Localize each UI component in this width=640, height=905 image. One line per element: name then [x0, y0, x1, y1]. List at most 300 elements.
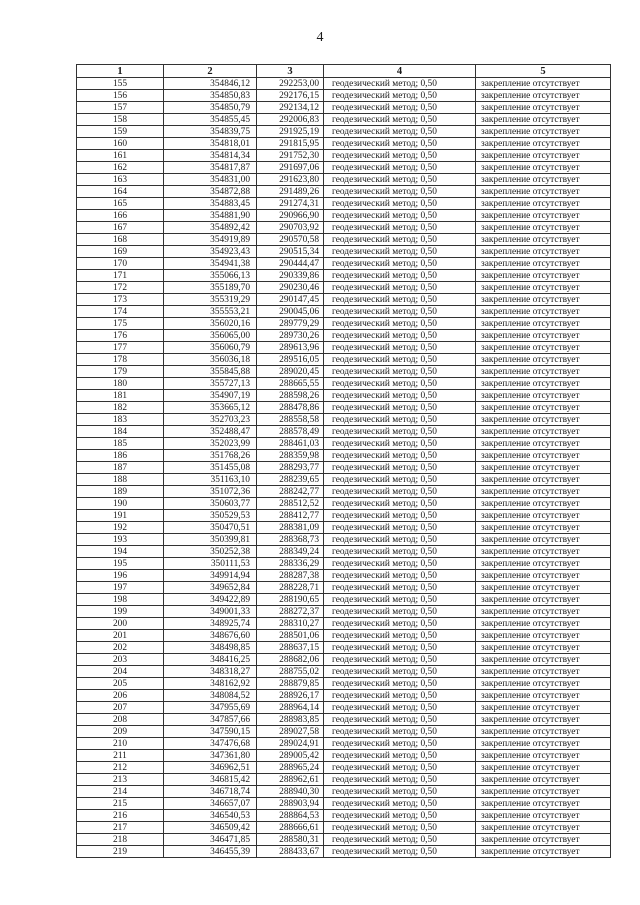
y-coordinate-cell: 288242,77 [257, 486, 324, 498]
point-number-cell: 218 [77, 834, 164, 846]
fixation-cell: закрепление отсутствует [476, 678, 611, 690]
point-number-cell: 183 [77, 414, 164, 426]
point-number-cell: 180 [77, 378, 164, 390]
method-cell: геодезический метод; 0,50 [324, 234, 476, 246]
x-coordinate-cell: 354818,01 [164, 138, 257, 150]
point-number-cell: 193 [77, 534, 164, 546]
x-coordinate-cell: 348084,52 [164, 690, 257, 702]
y-coordinate-cell: 288879,85 [257, 678, 324, 690]
y-coordinate-cell: 291925,19 [257, 126, 324, 138]
y-coordinate-cell: 288359,98 [257, 450, 324, 462]
fixation-cell: закрепление отсутствует [476, 606, 611, 618]
point-number-cell: 199 [77, 606, 164, 618]
y-coordinate-cell: 288983,85 [257, 714, 324, 726]
point-number-cell: 175 [77, 318, 164, 330]
fixation-cell: закрепление отсутствует [476, 174, 611, 186]
x-coordinate-cell: 347590,15 [164, 726, 257, 738]
point-number-cell: 203 [77, 654, 164, 666]
table-row [77, 498, 611, 510]
fixation-cell: закрепление отсутствует [476, 534, 611, 546]
method-cell: геодезический метод; 0,50 [324, 654, 476, 666]
y-coordinate-cell: 289020,45 [257, 366, 324, 378]
point-number-cell: 179 [77, 366, 164, 378]
table-row [77, 258, 611, 270]
fixation-cell: закрепление отсутствует [476, 726, 611, 738]
table-row [77, 606, 611, 618]
table-row [77, 534, 611, 546]
method-cell: геодезический метод; 0,50 [324, 114, 476, 126]
method-cell: геодезический метод; 0,50 [324, 834, 476, 846]
method-cell: геодезический метод; 0,50 [324, 498, 476, 510]
x-coordinate-cell: 350111,53 [164, 558, 257, 570]
method-cell: геодезический метод; 0,50 [324, 546, 476, 558]
fixation-cell: закрепление отсутствует [476, 786, 611, 798]
fixation-cell: закрепление отсутствует [476, 234, 611, 246]
x-coordinate-cell: 349422,89 [164, 594, 257, 606]
x-coordinate-cell: 348162,92 [164, 678, 257, 690]
y-coordinate-cell: 288637,15 [257, 642, 324, 654]
point-number-cell: 155 [77, 78, 164, 90]
point-number-cell: 185 [77, 438, 164, 450]
method-cell: геодезический метод; 0,50 [324, 450, 476, 462]
y-coordinate-cell: 288558,58 [257, 414, 324, 426]
y-coordinate-cell: 288412,77 [257, 510, 324, 522]
fixation-cell: закрепление отсутствует [476, 366, 611, 378]
x-coordinate-cell: 350399,81 [164, 534, 257, 546]
table-row [77, 726, 611, 738]
table-row [77, 618, 611, 630]
table-row [77, 294, 611, 306]
y-coordinate-cell: 291623,80 [257, 174, 324, 186]
table-row [77, 306, 611, 318]
method-cell: геодезический метод; 0,50 [324, 822, 476, 834]
table-row [77, 186, 611, 198]
point-number-cell: 182 [77, 402, 164, 414]
method-cell: геодезический метод; 0,50 [324, 642, 476, 654]
table-row [77, 450, 611, 462]
fixation-cell: закрепление отсутствует [476, 390, 611, 402]
table-row [77, 774, 611, 786]
y-coordinate-cell: 290230,46 [257, 282, 324, 294]
method-cell: геодезический метод; 0,50 [324, 486, 476, 498]
point-number-cell: 200 [77, 618, 164, 630]
table-row [77, 78, 611, 90]
column-header-4: 4 [324, 65, 476, 78]
table-row [77, 366, 611, 378]
fixation-cell: закрепление отсутствует [476, 306, 611, 318]
y-coordinate-cell: 288190,65 [257, 594, 324, 606]
method-cell: геодезический метод; 0,50 [324, 366, 476, 378]
y-coordinate-cell: 288682,06 [257, 654, 324, 666]
fixation-cell: закрепление отсутствует [476, 198, 611, 210]
point-number-cell: 160 [77, 138, 164, 150]
table-row [77, 354, 611, 366]
fixation-cell: закрепление отсутствует [476, 450, 611, 462]
point-number-cell: 215 [77, 798, 164, 810]
method-cell: геодезический метод; 0,50 [324, 618, 476, 630]
x-coordinate-cell: 354883,45 [164, 198, 257, 210]
method-cell: геодезический метод; 0,50 [324, 810, 476, 822]
x-coordinate-cell: 347955,69 [164, 702, 257, 714]
y-coordinate-cell: 292176,15 [257, 90, 324, 102]
table-row [77, 822, 611, 834]
table-row [77, 810, 611, 822]
fixation-cell: закрепление отсутствует [476, 810, 611, 822]
fixation-cell: закрепление отсутствует [476, 282, 611, 294]
table-row [77, 438, 611, 450]
table-row [77, 462, 611, 474]
method-cell: геодезический метод; 0,50 [324, 786, 476, 798]
x-coordinate-cell: 354941,38 [164, 258, 257, 270]
x-coordinate-cell: 346962,51 [164, 762, 257, 774]
fixation-cell: закрепление отсутствует [476, 210, 611, 222]
x-coordinate-cell: 347476,68 [164, 738, 257, 750]
method-cell: геодезический метод; 0,50 [324, 774, 476, 786]
table-row [77, 582, 611, 594]
x-coordinate-cell: 349652,84 [164, 582, 257, 594]
coordinates-table [76, 64, 611, 858]
x-coordinate-cell: 348416,25 [164, 654, 257, 666]
y-coordinate-cell: 288755,02 [257, 666, 324, 678]
method-cell: геодезический метод; 0,50 [324, 198, 476, 210]
fixation-cell: закрепление отсутствует [476, 546, 611, 558]
point-number-cell: 181 [77, 390, 164, 402]
x-coordinate-cell: 352023,99 [164, 438, 257, 450]
x-coordinate-cell: 348498,85 [164, 642, 257, 654]
point-number-cell: 176 [77, 330, 164, 342]
table-row [77, 786, 611, 798]
table-row [77, 174, 611, 186]
column-header-1: 1 [77, 65, 164, 78]
method-cell: геодезический метод; 0,50 [324, 762, 476, 774]
method-cell: геодезический метод; 0,50 [324, 90, 476, 102]
y-coordinate-cell: 292006,83 [257, 114, 324, 126]
fixation-cell: закрепление отсутствует [476, 330, 611, 342]
x-coordinate-cell: 354831,00 [164, 174, 257, 186]
table-row [77, 402, 611, 414]
fixation-cell: закрепление отсутствует [476, 474, 611, 486]
point-number-cell: 171 [77, 270, 164, 282]
method-cell: геодезический метод; 0,50 [324, 570, 476, 582]
table-row [77, 234, 611, 246]
x-coordinate-cell: 346509,42 [164, 822, 257, 834]
fixation-cell: закрепление отсутствует [476, 486, 611, 498]
method-cell: геодезический метод; 0,50 [324, 750, 476, 762]
table-row [77, 150, 611, 162]
fixation-cell: закрепление отсутствует [476, 798, 611, 810]
method-cell: геодезический метод; 0,50 [324, 798, 476, 810]
method-cell: геодезический метод; 0,50 [324, 318, 476, 330]
table-row [77, 162, 611, 174]
fixation-cell: закрепление отсутствует [476, 354, 611, 366]
fixation-cell: закрепление отсутствует [476, 270, 611, 282]
fixation-cell: закрепление отсутствует [476, 846, 611, 858]
method-cell: геодезический метод; 0,50 [324, 186, 476, 198]
fixation-cell: закрепление отсутствует [476, 294, 611, 306]
y-coordinate-cell: 288580,31 [257, 834, 324, 846]
point-number-cell: 201 [77, 630, 164, 642]
fixation-cell: закрепление отсутствует [476, 318, 611, 330]
method-cell: геодезический метод; 0,50 [324, 426, 476, 438]
x-coordinate-cell: 355189,70 [164, 282, 257, 294]
fixation-cell: закрепление отсутствует [476, 654, 611, 666]
point-number-cell: 219 [77, 846, 164, 858]
y-coordinate-cell: 291752,30 [257, 150, 324, 162]
table-row [77, 798, 611, 810]
y-coordinate-cell: 288903,94 [257, 798, 324, 810]
method-cell: геодезический метод; 0,50 [324, 738, 476, 750]
table-row [77, 426, 611, 438]
point-number-cell: 169 [77, 246, 164, 258]
point-number-cell: 217 [77, 822, 164, 834]
fixation-cell: закрепление отсутствует [476, 342, 611, 354]
table-row [77, 90, 611, 102]
fixation-cell: закрепление отсутствует [476, 186, 611, 198]
table-row [77, 318, 611, 330]
method-cell: геодезический метод; 0,50 [324, 126, 476, 138]
method-cell: геодезический метод; 0,50 [324, 390, 476, 402]
point-number-cell: 211 [77, 750, 164, 762]
table-row [77, 138, 611, 150]
y-coordinate-cell: 288349,24 [257, 546, 324, 558]
y-coordinate-cell: 289730,26 [257, 330, 324, 342]
method-cell: геодезический метод; 0,50 [324, 462, 476, 474]
x-coordinate-cell: 354850,83 [164, 90, 257, 102]
x-coordinate-cell: 354892,42 [164, 222, 257, 234]
x-coordinate-cell: 346718,74 [164, 786, 257, 798]
method-cell: геодезический метод; 0,50 [324, 246, 476, 258]
y-coordinate-cell: 291274,31 [257, 198, 324, 210]
table-row [77, 666, 611, 678]
table-row [77, 102, 611, 114]
x-coordinate-cell: 350470,51 [164, 522, 257, 534]
fixation-cell: закрепление отсутствует [476, 666, 611, 678]
method-cell: геодезический метод; 0,50 [324, 138, 476, 150]
y-coordinate-cell: 290444,47 [257, 258, 324, 270]
y-coordinate-cell: 291815,95 [257, 138, 324, 150]
method-cell: геодезический метод; 0,50 [324, 306, 476, 318]
y-coordinate-cell: 288926,17 [257, 690, 324, 702]
fixation-cell: закрепление отсутствует [476, 102, 611, 114]
x-coordinate-cell: 356020,16 [164, 318, 257, 330]
y-coordinate-cell: 288368,73 [257, 534, 324, 546]
fixation-cell: закрепление отсутствует [476, 150, 611, 162]
point-number-cell: 168 [77, 234, 164, 246]
fixation-cell: закрепление отсутствует [476, 522, 611, 534]
point-number-cell: 164 [77, 186, 164, 198]
table-row [77, 702, 611, 714]
table-row [77, 342, 611, 354]
y-coordinate-cell: 288864,53 [257, 810, 324, 822]
table-row [77, 558, 611, 570]
method-cell: геодезический метод; 0,50 [324, 702, 476, 714]
x-coordinate-cell: 354872,88 [164, 186, 257, 198]
fixation-cell: закрепление отсутствует [476, 510, 611, 522]
method-cell: геодезический метод; 0,50 [324, 522, 476, 534]
x-coordinate-cell: 346815,42 [164, 774, 257, 786]
point-number-cell: 192 [77, 522, 164, 534]
method-cell: геодезический метод; 0,50 [324, 558, 476, 570]
method-cell: геодезический метод; 0,50 [324, 270, 476, 282]
x-coordinate-cell: 356036,18 [164, 354, 257, 366]
fixation-cell: закрепление отсутствует [476, 402, 611, 414]
method-cell: геодезический метод; 0,50 [324, 210, 476, 222]
point-number-cell: 205 [77, 678, 164, 690]
x-coordinate-cell: 346540,53 [164, 810, 257, 822]
x-coordinate-cell: 353665,12 [164, 402, 257, 414]
fixation-cell: закрепление отсутствует [476, 822, 611, 834]
y-coordinate-cell: 288598,26 [257, 390, 324, 402]
y-coordinate-cell: 290147,45 [257, 294, 324, 306]
method-cell: геодезический метод; 0,50 [324, 354, 476, 366]
fixation-cell: закрепление отсутствует [476, 738, 611, 750]
y-coordinate-cell: 288287,38 [257, 570, 324, 582]
point-number-cell: 197 [77, 582, 164, 594]
method-cell: геодезический метод; 0,50 [324, 630, 476, 642]
fixation-cell: закрепление отсутствует [476, 162, 611, 174]
table-row [77, 738, 611, 750]
point-number-cell: 196 [77, 570, 164, 582]
x-coordinate-cell: 356060,79 [164, 342, 257, 354]
y-coordinate-cell: 292134,12 [257, 102, 324, 114]
y-coordinate-cell: 289516,05 [257, 354, 324, 366]
y-coordinate-cell: 289779,29 [257, 318, 324, 330]
point-number-cell: 209 [77, 726, 164, 738]
fixation-cell: закрепление отсутствует [476, 558, 611, 570]
table-row [77, 282, 611, 294]
x-coordinate-cell: 346455,39 [164, 846, 257, 858]
table-row [77, 690, 611, 702]
method-cell: геодезический метод; 0,50 [324, 150, 476, 162]
fixation-cell: закрепление отсутствует [476, 126, 611, 138]
x-coordinate-cell: 347361,80 [164, 750, 257, 762]
x-coordinate-cell: 355319,29 [164, 294, 257, 306]
fixation-cell: закрепление отсутствует [476, 618, 611, 630]
x-coordinate-cell: 346657,07 [164, 798, 257, 810]
method-cell: геодезический метод; 0,50 [324, 330, 476, 342]
y-coordinate-cell: 288512,52 [257, 498, 324, 510]
fixation-cell: закрепление отсутствует [476, 414, 611, 426]
x-coordinate-cell: 351768,26 [164, 450, 257, 462]
fixation-cell: закрепление отсутствует [476, 114, 611, 126]
y-coordinate-cell: 292253,00 [257, 78, 324, 90]
table-row [77, 414, 611, 426]
y-coordinate-cell: 288433,67 [257, 846, 324, 858]
x-coordinate-cell: 354855,45 [164, 114, 257, 126]
x-coordinate-cell: 350529,53 [164, 510, 257, 522]
table-row [77, 642, 611, 654]
table-row [77, 246, 611, 258]
point-number-cell: 204 [77, 666, 164, 678]
point-number-cell: 208 [77, 714, 164, 726]
y-coordinate-cell: 290570,58 [257, 234, 324, 246]
y-coordinate-cell: 288310,27 [257, 618, 324, 630]
table-row [77, 654, 611, 666]
table-row [77, 522, 611, 534]
x-coordinate-cell: 355066,13 [164, 270, 257, 282]
method-cell: геодезический метод; 0,50 [324, 78, 476, 90]
table-row [77, 222, 611, 234]
y-coordinate-cell: 290966,90 [257, 210, 324, 222]
table-row [77, 474, 611, 486]
point-number-cell: 157 [77, 102, 164, 114]
y-coordinate-cell: 288272,37 [257, 606, 324, 618]
point-number-cell: 166 [77, 210, 164, 222]
x-coordinate-cell: 351163,10 [164, 474, 257, 486]
fixation-cell: закрепление отсутствует [476, 642, 611, 654]
table-row [77, 570, 611, 582]
table-row [77, 630, 611, 642]
point-number-cell: 184 [77, 426, 164, 438]
point-number-cell: 167 [77, 222, 164, 234]
y-coordinate-cell: 288293,77 [257, 462, 324, 474]
point-number-cell: 206 [77, 690, 164, 702]
x-coordinate-cell: 352488,47 [164, 426, 257, 438]
y-coordinate-cell: 288381,09 [257, 522, 324, 534]
method-cell: геодезический метод; 0,50 [324, 438, 476, 450]
table-row [77, 594, 611, 606]
y-coordinate-cell: 288964,14 [257, 702, 324, 714]
point-number-cell: 178 [77, 354, 164, 366]
x-coordinate-cell: 354907,19 [164, 390, 257, 402]
x-coordinate-cell: 355845,88 [164, 366, 257, 378]
method-cell: геодезический метод; 0,50 [324, 582, 476, 594]
method-cell: геодезический метод; 0,50 [324, 606, 476, 618]
x-coordinate-cell: 354850,79 [164, 102, 257, 114]
x-coordinate-cell: 347857,66 [164, 714, 257, 726]
fixation-cell: закрепление отсутствует [476, 438, 611, 450]
x-coordinate-cell: 349914,94 [164, 570, 257, 582]
x-coordinate-cell: 354881,90 [164, 210, 257, 222]
method-cell: геодезический метод; 0,50 [324, 690, 476, 702]
method-cell: геодезический метод; 0,50 [324, 846, 476, 858]
x-coordinate-cell: 356065,00 [164, 330, 257, 342]
x-coordinate-cell: 346471,85 [164, 834, 257, 846]
table-row [77, 114, 611, 126]
fixation-cell: закрепление отсутствует [476, 762, 611, 774]
x-coordinate-cell: 354814,34 [164, 150, 257, 162]
y-coordinate-cell: 290045,06 [257, 306, 324, 318]
point-number-cell: 172 [77, 282, 164, 294]
point-number-cell: 194 [77, 546, 164, 558]
x-coordinate-cell: 349001,33 [164, 606, 257, 618]
column-header-5: 5 [476, 65, 611, 78]
y-coordinate-cell: 290339,86 [257, 270, 324, 282]
x-coordinate-cell: 348925,74 [164, 618, 257, 630]
table-row [77, 330, 611, 342]
y-coordinate-cell: 288578,49 [257, 426, 324, 438]
y-coordinate-cell: 288336,29 [257, 558, 324, 570]
point-number-cell: 170 [77, 258, 164, 270]
table-row [77, 486, 611, 498]
point-number-cell: 214 [77, 786, 164, 798]
y-coordinate-cell: 288478,86 [257, 402, 324, 414]
table-row [77, 198, 611, 210]
x-coordinate-cell: 355727,13 [164, 378, 257, 390]
method-cell: геодезический метод; 0,50 [324, 162, 476, 174]
x-coordinate-cell: 352703,23 [164, 414, 257, 426]
fixation-cell: закрепление отсутствует [476, 138, 611, 150]
x-coordinate-cell: 354839,75 [164, 126, 257, 138]
fixation-cell: закрепление отсутствует [476, 594, 611, 606]
table-row [77, 762, 611, 774]
fixation-cell: закрепление отсутствует [476, 702, 611, 714]
fixation-cell: закрепление отсутствует [476, 462, 611, 474]
point-number-cell: 162 [77, 162, 164, 174]
method-cell: геодезический метод; 0,50 [324, 174, 476, 186]
method-cell: геодезический метод; 0,50 [324, 282, 476, 294]
table-row [77, 834, 611, 846]
